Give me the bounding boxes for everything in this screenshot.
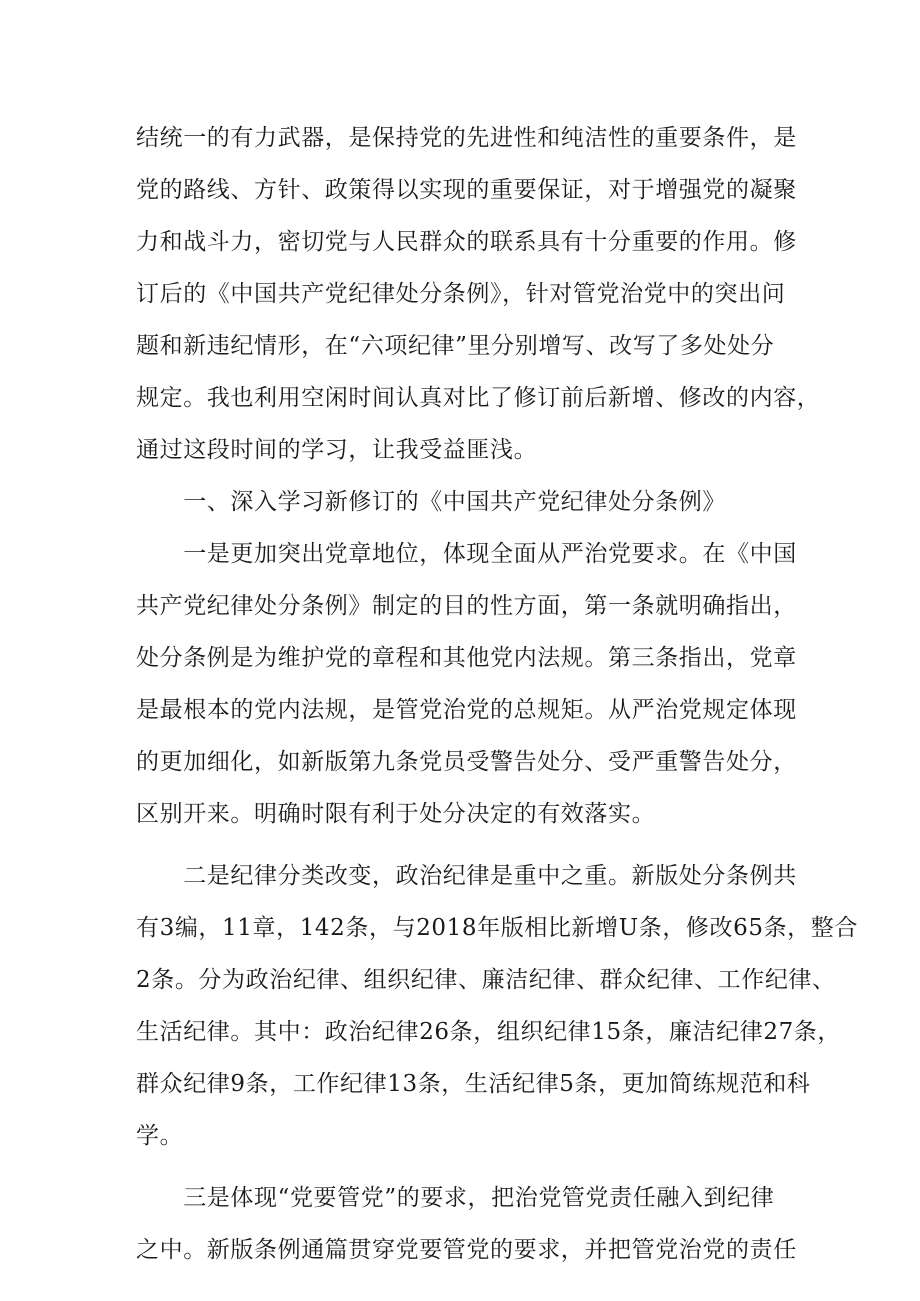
paragraph-two bbox=[136, 850, 858, 1162]
text-line: 共产党纪律处分条例》制定的目的性方面，第一条就明确指出， bbox=[136, 593, 797, 619]
text-line: 是最根本的党内法规，是管党治党的总规矩。从严治党规定体现 bbox=[136, 697, 797, 723]
paragraph-three bbox=[136, 1172, 797, 1276]
paragraph-gap bbox=[136, 840, 794, 850]
text-line: 学。 bbox=[136, 1123, 184, 1149]
text-line: 区别开来。明确时限有利于处分决定的有效落实。 bbox=[136, 801, 656, 827]
paragraph-one bbox=[136, 528, 797, 840]
text-line: 有3编，11章，142条，与2018年版相比新增U条，修改65条，整合 bbox=[136, 915, 858, 941]
text-line: 的更加细化，如新版第九条党员受警告处分、受严重警告处分， bbox=[136, 749, 797, 775]
text-line: 处分条例是为维护党的章程和其他党内法规。第三条指出，党章 bbox=[136, 645, 797, 671]
paragraph-intro bbox=[136, 112, 821, 476]
text-line: 之中。新版条例通篇贯穿党要管党的要求，并把管党治党的责任 bbox=[136, 1237, 797, 1263]
text-line: 一是更加突出党章地位，体现全面从严治党要求。在《中国 bbox=[136, 541, 797, 567]
text-line: 三是体现“党要管党”的要求，把治党管党责任融入到纪律 bbox=[136, 1185, 775, 1211]
paragraph-gap bbox=[136, 1162, 794, 1172]
text-line: 二是纪律分类改变，政治纪律是重中之重。新版处分条例共 bbox=[136, 863, 797, 889]
section-heading: 一、深入学习新修订的《中国共产党纪律处分条例》 bbox=[136, 489, 726, 515]
text-line: 党的路线、方针、政策得以实现的重要保证，对于增强党的凝聚 bbox=[136, 177, 797, 203]
text-line: 规定。我也利用空闲时间认真对比了修订前后新增、修改的内容， bbox=[136, 385, 821, 411]
text-line: 订后的《中国共产党纪律处分条例》，针对管党治党中的突出问 bbox=[136, 281, 786, 307]
text-line: 生活纪律。其中：政治纪律26条，组织纪律15条，廉洁纪律27条， bbox=[136, 1019, 841, 1045]
text-line: 2条。分为政治纪律、组织纪律、廉洁纪律、群众纪律、工作纪律、 bbox=[136, 967, 836, 993]
document-body bbox=[136, 112, 858, 1276]
text-line: 通过这段时间的学习，让我受益匪浅。 bbox=[136, 437, 538, 463]
text-line: 群众纪律9条，工作纪律13条，生活纪律5条，更加简练规范和科 bbox=[136, 1071, 811, 1097]
text-line: 力和战斗力，密切党与人民群众的联系具有十分重要的作用。修 bbox=[136, 229, 797, 255]
text-line: 题和新违纪情形，在“六项纪律”里分别增写、改写了多处处分 bbox=[136, 333, 775, 359]
text-line: 结统一的有力武器，是保持党的先进性和纯洁性的重要条件，是 bbox=[136, 125, 797, 151]
